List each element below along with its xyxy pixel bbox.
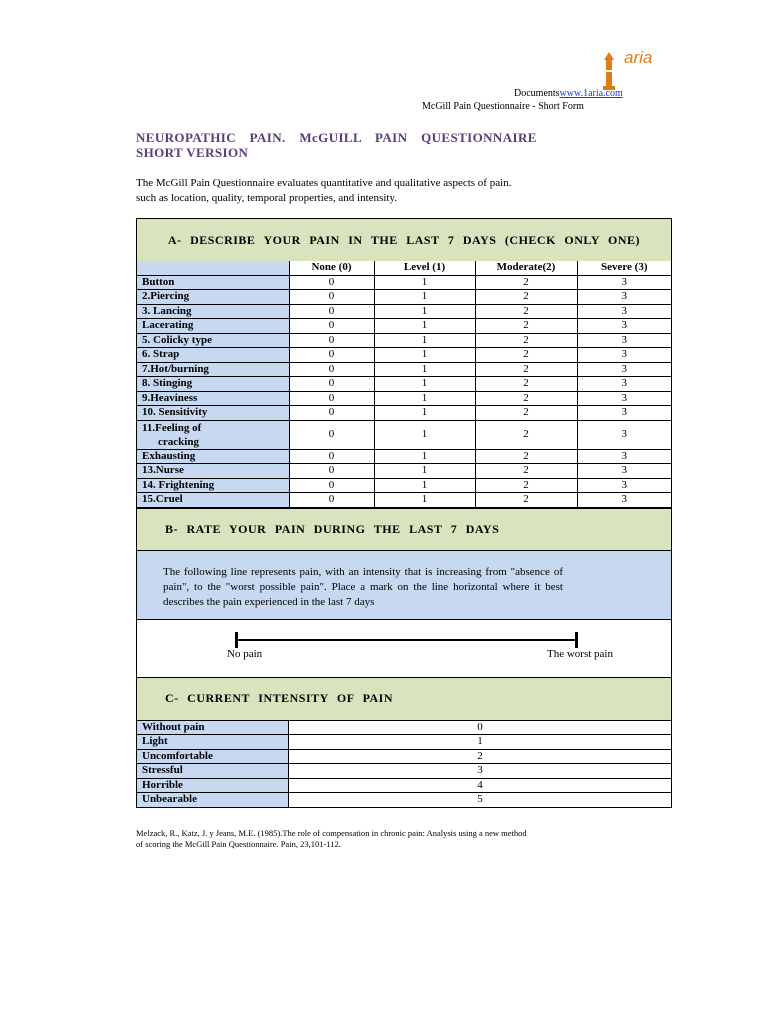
rating-option[interactable]: 1 (374, 319, 475, 334)
rating-option[interactable]: 0 (289, 478, 374, 493)
table-row (137, 377, 671, 392)
rating-option[interactable]: 0 (289, 464, 374, 479)
descriptor-label-text: 14. Frightening (142, 478, 215, 491)
section-b-description: The following line represents pain, with an intensity that is increasing from "absence of pain", to the "worst possible pain". Place a mark on the line horizontal where it best describes the pain experienced in the last 7 days (137, 550, 671, 620)
rating-option[interactable]: 0 (289, 290, 374, 305)
rating-option[interactable]: 2 (475, 478, 577, 493)
rating-option[interactable]: 1 (374, 464, 475, 479)
intensity-value[interactable]: 0 (289, 720, 672, 735)
descriptor-label-text: 7.Hot/burning (142, 362, 209, 375)
rating-option[interactable]: 0 (289, 449, 374, 464)
descriptor-label (137, 362, 289, 377)
descriptor-label (137, 319, 289, 334)
rating-option[interactable]: 3 (577, 449, 671, 464)
rating-option[interactable]: 1 (374, 391, 475, 406)
reference-citation (136, 828, 616, 850)
rating-option[interactable]: 0 (289, 319, 374, 334)
descriptor-label-text: 6. Strap (142, 348, 180, 361)
rating-option[interactable]: 1 (374, 493, 475, 508)
descriptor-label (137, 290, 289, 305)
rating-option[interactable]: 2 (475, 304, 577, 319)
rating-option[interactable]: 1 (374, 406, 475, 421)
table-row (137, 391, 671, 406)
questionnaire-frame (136, 218, 672, 808)
intensity-label: Horrible (137, 778, 289, 793)
scale-left-label: No pain (227, 647, 263, 660)
rating-option[interactable]: 1 (374, 377, 475, 392)
table-row (137, 449, 671, 464)
reference-line-2: of scoring the McGill Pain Questionnaire. Pain, 23,101-112. (136, 839, 341, 849)
rating-option[interactable]: 0 (289, 304, 374, 319)
column-header: Severe (3) (577, 261, 671, 275)
rating-option[interactable]: 3 (577, 464, 671, 479)
rating-option[interactable]: 0 (289, 391, 374, 406)
intro-line-2: such as location, quality, temporal properties, and intensity. (136, 192, 397, 204)
rating-option[interactable]: 2 (475, 348, 577, 363)
intensity-label: Unbearable (137, 793, 289, 807)
descriptor-label (137, 406, 289, 421)
descriptor-label-text: Button (142, 275, 175, 288)
header-subtitle: McGill Pain Questionnaire - Short Form (422, 101, 584, 112)
rating-option[interactable]: 2 (475, 290, 577, 305)
rating-option[interactable]: 3 (577, 420, 671, 449)
rating-option[interactable]: 3 (577, 304, 671, 319)
rating-option[interactable]: 3 (577, 290, 671, 305)
pain-descriptor-table (137, 261, 671, 508)
rating-option[interactable]: 2 (475, 319, 577, 334)
section-b-heading: B- RATE YOUR PAIN DURING THE LAST 7 DAYS (137, 508, 671, 550)
rating-option[interactable]: 2 (475, 493, 577, 508)
rating-option[interactable]: 0 (289, 406, 374, 421)
descriptor-label (137, 449, 289, 464)
intensity-value[interactable]: 1 (289, 735, 672, 750)
docs-link[interactable]: www.1aria.com (559, 88, 623, 99)
rating-option[interactable]: 1 (374, 304, 475, 319)
intensity-value[interactable]: 4 (289, 778, 672, 793)
rating-option[interactable]: 2 (475, 420, 577, 449)
descriptor-label-text: 15.Cruel (142, 493, 183, 506)
header-blank-cell (137, 261, 289, 275)
table-row (137, 333, 671, 348)
intensity-label: Stressful (137, 764, 289, 779)
descriptor-label-text: Exhausting (142, 449, 196, 462)
rating-option[interactable]: 0 (289, 275, 374, 290)
table-row (137, 720, 671, 735)
rating-option[interactable]: 2 (475, 391, 577, 406)
intro-line-1: The McGill Pain Questionnaire evaluates quantitative and qualitative aspects of pain. (136, 177, 512, 189)
rating-option[interactable]: 2 (475, 333, 577, 348)
rating-option[interactable]: 1 (374, 362, 475, 377)
table-row (137, 406, 671, 421)
pain-scale-line[interactable] (237, 639, 577, 641)
title-line-1: NEUROPATHIC PAIN. McGUILL PAIN QUESTIONNAIRE (136, 130, 537, 145)
descriptor-label (137, 420, 289, 449)
section-a-heading: A- DESCRIBE YOUR PAIN IN THE LAST 7 DAYS (CHECK ONLY ONE) (137, 219, 671, 261)
reference-line-1: Melzack, R., Katz, J. y Jeans, M.E. (1985).The role of compensation in chronic pain: Analysis using a new method (136, 828, 527, 838)
table-row (137, 319, 671, 334)
rating-option[interactable]: 3 (577, 377, 671, 392)
docs-prefix: Documents (514, 88, 560, 99)
table-row (137, 362, 671, 377)
rating-option[interactable]: 3 (577, 406, 671, 421)
descriptor-label (137, 333, 289, 348)
rating-option[interactable]: 1 (374, 420, 475, 449)
intensity-value[interactable]: 5 (289, 793, 672, 807)
rating-option[interactable]: 1 (374, 348, 475, 363)
rating-option[interactable]: 2 (475, 377, 577, 392)
descriptor-label (137, 275, 289, 290)
table-row (137, 793, 671, 807)
intensity-label: Without pain (137, 720, 289, 735)
scale-right-label: The worst pain (547, 647, 613, 660)
table-row (137, 420, 671, 449)
descriptor-label (137, 478, 289, 493)
intro-text (136, 176, 586, 206)
descriptor-label-text: 10. Sensitivity (142, 406, 208, 419)
rating-option[interactable]: 3 (577, 333, 671, 348)
descriptor-label (137, 493, 289, 508)
column-header: Level (1) (374, 261, 475, 275)
descriptor-label-text: 8. Stinging (142, 377, 193, 390)
rating-option[interactable]: 1 (374, 275, 475, 290)
pain-scale[interactable] (137, 620, 671, 678)
descriptor-label (137, 348, 289, 363)
rating-option[interactable]: 3 (577, 362, 671, 377)
descriptor-label-text: 11.Feeling of (142, 421, 202, 434)
rating-option[interactable]: 0 (289, 420, 374, 449)
rating-option[interactable]: 2 (475, 406, 577, 421)
table-row (137, 290, 671, 305)
table-row (137, 304, 671, 319)
intensity-label: Uncomfortable (137, 749, 289, 764)
rating-option[interactable]: 3 (577, 348, 671, 363)
descriptor-label-text: 2.Piercing (142, 290, 190, 303)
table-row (137, 764, 671, 779)
descriptor-label-text: 9.Heaviness (142, 391, 198, 404)
section-c-heading: C- CURRENT INTENSITY OF PAIN (137, 678, 671, 720)
rating-option[interactable]: 3 (577, 319, 671, 334)
rating-option[interactable]: 0 (289, 333, 374, 348)
rating-option[interactable]: 3 (577, 275, 671, 290)
descriptor-label (137, 377, 289, 392)
descriptor-label-text: 3. Lancing (142, 304, 192, 317)
descriptor-label-text: 13.Nurse (142, 464, 184, 477)
table-row (137, 275, 671, 290)
header-docs-line (514, 88, 623, 99)
rating-option[interactable]: 3 (577, 478, 671, 493)
rating-option[interactable]: 3 (577, 391, 671, 406)
table-header-row (137, 261, 671, 275)
intensity-value[interactable]: 2 (289, 749, 672, 764)
column-header: Moderate(2) (475, 261, 577, 275)
rating-option[interactable]: 2 (475, 449, 577, 464)
descriptor-label-text: 5. Colicky type (142, 333, 212, 346)
scale-end-tick (575, 632, 578, 648)
table-row (137, 478, 671, 493)
rating-option[interactable]: 1 (374, 478, 475, 493)
table-row (137, 735, 671, 750)
rating-option[interactable]: 1 (374, 290, 475, 305)
rating-option[interactable]: 0 (289, 377, 374, 392)
rating-option[interactable]: 1 (374, 333, 475, 348)
table-row (137, 348, 671, 363)
column-header: None (0) (289, 261, 374, 275)
rating-option[interactable]: 2 (475, 275, 577, 290)
rating-option[interactable]: 0 (289, 493, 374, 508)
descriptor-label-text-2: cracking (158, 435, 199, 448)
descriptor-label (137, 464, 289, 479)
rating-option[interactable]: 0 (289, 362, 374, 377)
descriptor-label (137, 391, 289, 406)
rating-option[interactable]: 1 (374, 449, 475, 464)
table-row (137, 778, 671, 793)
rating-option[interactable]: 3 (577, 493, 671, 508)
logo-text: aria (624, 48, 653, 67)
table-row (137, 464, 671, 479)
intensity-label: Light (137, 735, 289, 750)
rating-option[interactable]: 2 (475, 362, 577, 377)
title-line-2: SHORT VERSION (136, 145, 249, 160)
intensity-value[interactable]: 3 (289, 764, 672, 779)
rating-option[interactable]: 2 (475, 464, 577, 479)
table-row (137, 749, 671, 764)
descriptor-label-text: Lacerating (142, 319, 194, 332)
rating-option[interactable]: 0 (289, 348, 374, 363)
table-row (137, 493, 671, 508)
page-title (136, 130, 556, 160)
descriptor-label (137, 304, 289, 319)
current-intensity-table (137, 720, 671, 807)
